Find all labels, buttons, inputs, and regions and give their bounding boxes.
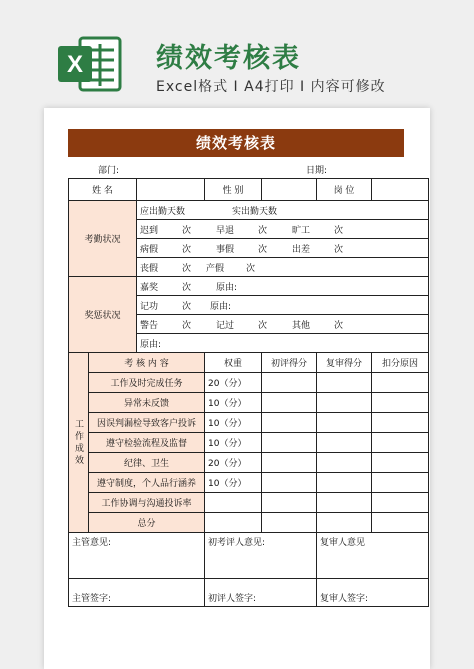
gender-label: 性 别	[205, 179, 262, 201]
work-item-name: 遵守制度，个人品行涵养	[89, 473, 205, 493]
name-label: 姓 名	[69, 179, 137, 201]
work-item-weight: 20（分）	[205, 373, 262, 393]
review-score-cell[interactable]	[317, 473, 372, 493]
excel-logo-icon	[56, 32, 124, 96]
supervisor-opinion-field[interactable]: 主管意见:	[69, 533, 205, 579]
reward-row-warning[interactable]: 警告 次 记过 次 其他 次	[137, 315, 429, 334]
work-item-name: 纪律、卫生	[89, 453, 205, 473]
review-score-cell[interactable]	[317, 453, 372, 473]
attendance-row-funeral[interactable]: 丧假 次 产假 次	[137, 258, 429, 277]
date-label: 日期:	[306, 166, 328, 176]
initial-score-cell[interactable]	[262, 493, 317, 513]
work-header-weight: 权重	[205, 353, 262, 373]
reward-label: 奖惩状况	[69, 277, 137, 353]
position-label: 岗 位	[317, 179, 372, 201]
total-initial-cell[interactable]	[262, 513, 317, 533]
work-item-name: 因误判漏检导致客户投诉	[89, 413, 205, 433]
deduction-reason-cell[interactable]	[372, 493, 429, 513]
work-item-weight: 20（分）	[205, 453, 262, 473]
review-score-cell[interactable]	[317, 413, 372, 433]
review-score-cell[interactable]	[317, 493, 372, 513]
work-header-initial-score: 初评得分	[262, 353, 317, 373]
page-title: 绩效考核表	[156, 43, 301, 74]
name-field[interactable]	[137, 179, 205, 201]
work-header-review-score: 复审得分	[317, 353, 372, 373]
initial-score-cell[interactable]	[262, 373, 317, 393]
work-label: 工作成效	[69, 353, 89, 533]
dept-label: 部门:	[98, 166, 120, 176]
page-subtitle: Excel格式 I A4打印 I 内容可修改	[156, 79, 386, 95]
attendance-row-sick[interactable]: 病假 次 事假 次 出差 次	[137, 239, 429, 258]
initial-score-cell[interactable]	[262, 433, 317, 453]
review-score-cell[interactable]	[317, 433, 372, 453]
total-review-cell[interactable]	[317, 513, 372, 533]
work-header-content: 考 核 内 容	[89, 353, 205, 373]
gender-field[interactable]	[262, 179, 317, 201]
deduction-reason-cell[interactable]	[372, 473, 429, 493]
deduction-reason-cell[interactable]	[372, 373, 429, 393]
initial-score-cell[interactable]	[262, 453, 317, 473]
work-item-name: 异常未反馈	[89, 393, 205, 413]
deduction-reason-cell[interactable]	[372, 433, 429, 453]
work-item-weight: 10（分）	[205, 433, 262, 453]
attendance-label: 考勤状况	[69, 201, 137, 277]
review-signature-field[interactable]: 复审人签字:	[317, 579, 429, 607]
total-deduction-cell[interactable]	[372, 513, 429, 533]
work-item-weight	[205, 493, 262, 513]
review-score-cell[interactable]	[317, 393, 372, 413]
evaluation-form	[68, 178, 429, 607]
due-days-label: 应出勤天数	[140, 206, 186, 217]
deduction-reason-cell[interactable]	[372, 393, 429, 413]
reward-row-merit[interactable]: 记功 次 原由:	[137, 296, 429, 315]
work-item-name: 工作及时完成任务	[89, 373, 205, 393]
work-item-name: 遵守检验流程及监督	[89, 433, 205, 453]
initial-signature-field[interactable]: 初评人签字:	[205, 579, 317, 607]
attendance-days-row[interactable]	[137, 201, 429, 220]
work-item-name: 工作协调与沟通投诉率	[89, 493, 205, 513]
deduction-reason-cell[interactable]	[372, 413, 429, 433]
review-score-cell[interactable]	[317, 373, 372, 393]
deduction-reason-cell[interactable]	[372, 453, 429, 473]
work-header-deduction-reason: 扣分原因	[372, 353, 429, 373]
attendance-row-late[interactable]: 迟到 次 早退 次 旷工 次	[137, 220, 429, 239]
form-title-banner: 绩效考核表	[68, 129, 404, 157]
initial-score-cell[interactable]	[262, 393, 317, 413]
position-field[interactable]	[372, 179, 429, 201]
initial-score-cell[interactable]	[262, 413, 317, 433]
initial-opinion-field[interactable]: 初考评人意见:	[205, 533, 317, 579]
reward-row-reason[interactable]: 原由:	[137, 334, 429, 353]
total-weight-cell[interactable]	[205, 513, 262, 533]
review-opinion-field[interactable]: 复审人意见	[317, 533, 429, 579]
actual-days-label: 实出勤天数	[232, 206, 278, 217]
work-item-weight: 10（分）	[205, 473, 262, 493]
initial-score-cell[interactable]	[262, 473, 317, 493]
total-score-label: 总分	[89, 513, 205, 533]
work-item-weight: 10（分）	[205, 413, 262, 433]
work-item-weight: 10（分）	[205, 393, 262, 413]
logo-letter: X	[66, 51, 84, 78]
reward-row-praise[interactable]: 嘉奖 次 原由:	[137, 277, 429, 296]
supervisor-signature-field[interactable]: 主管签字:	[69, 579, 205, 607]
